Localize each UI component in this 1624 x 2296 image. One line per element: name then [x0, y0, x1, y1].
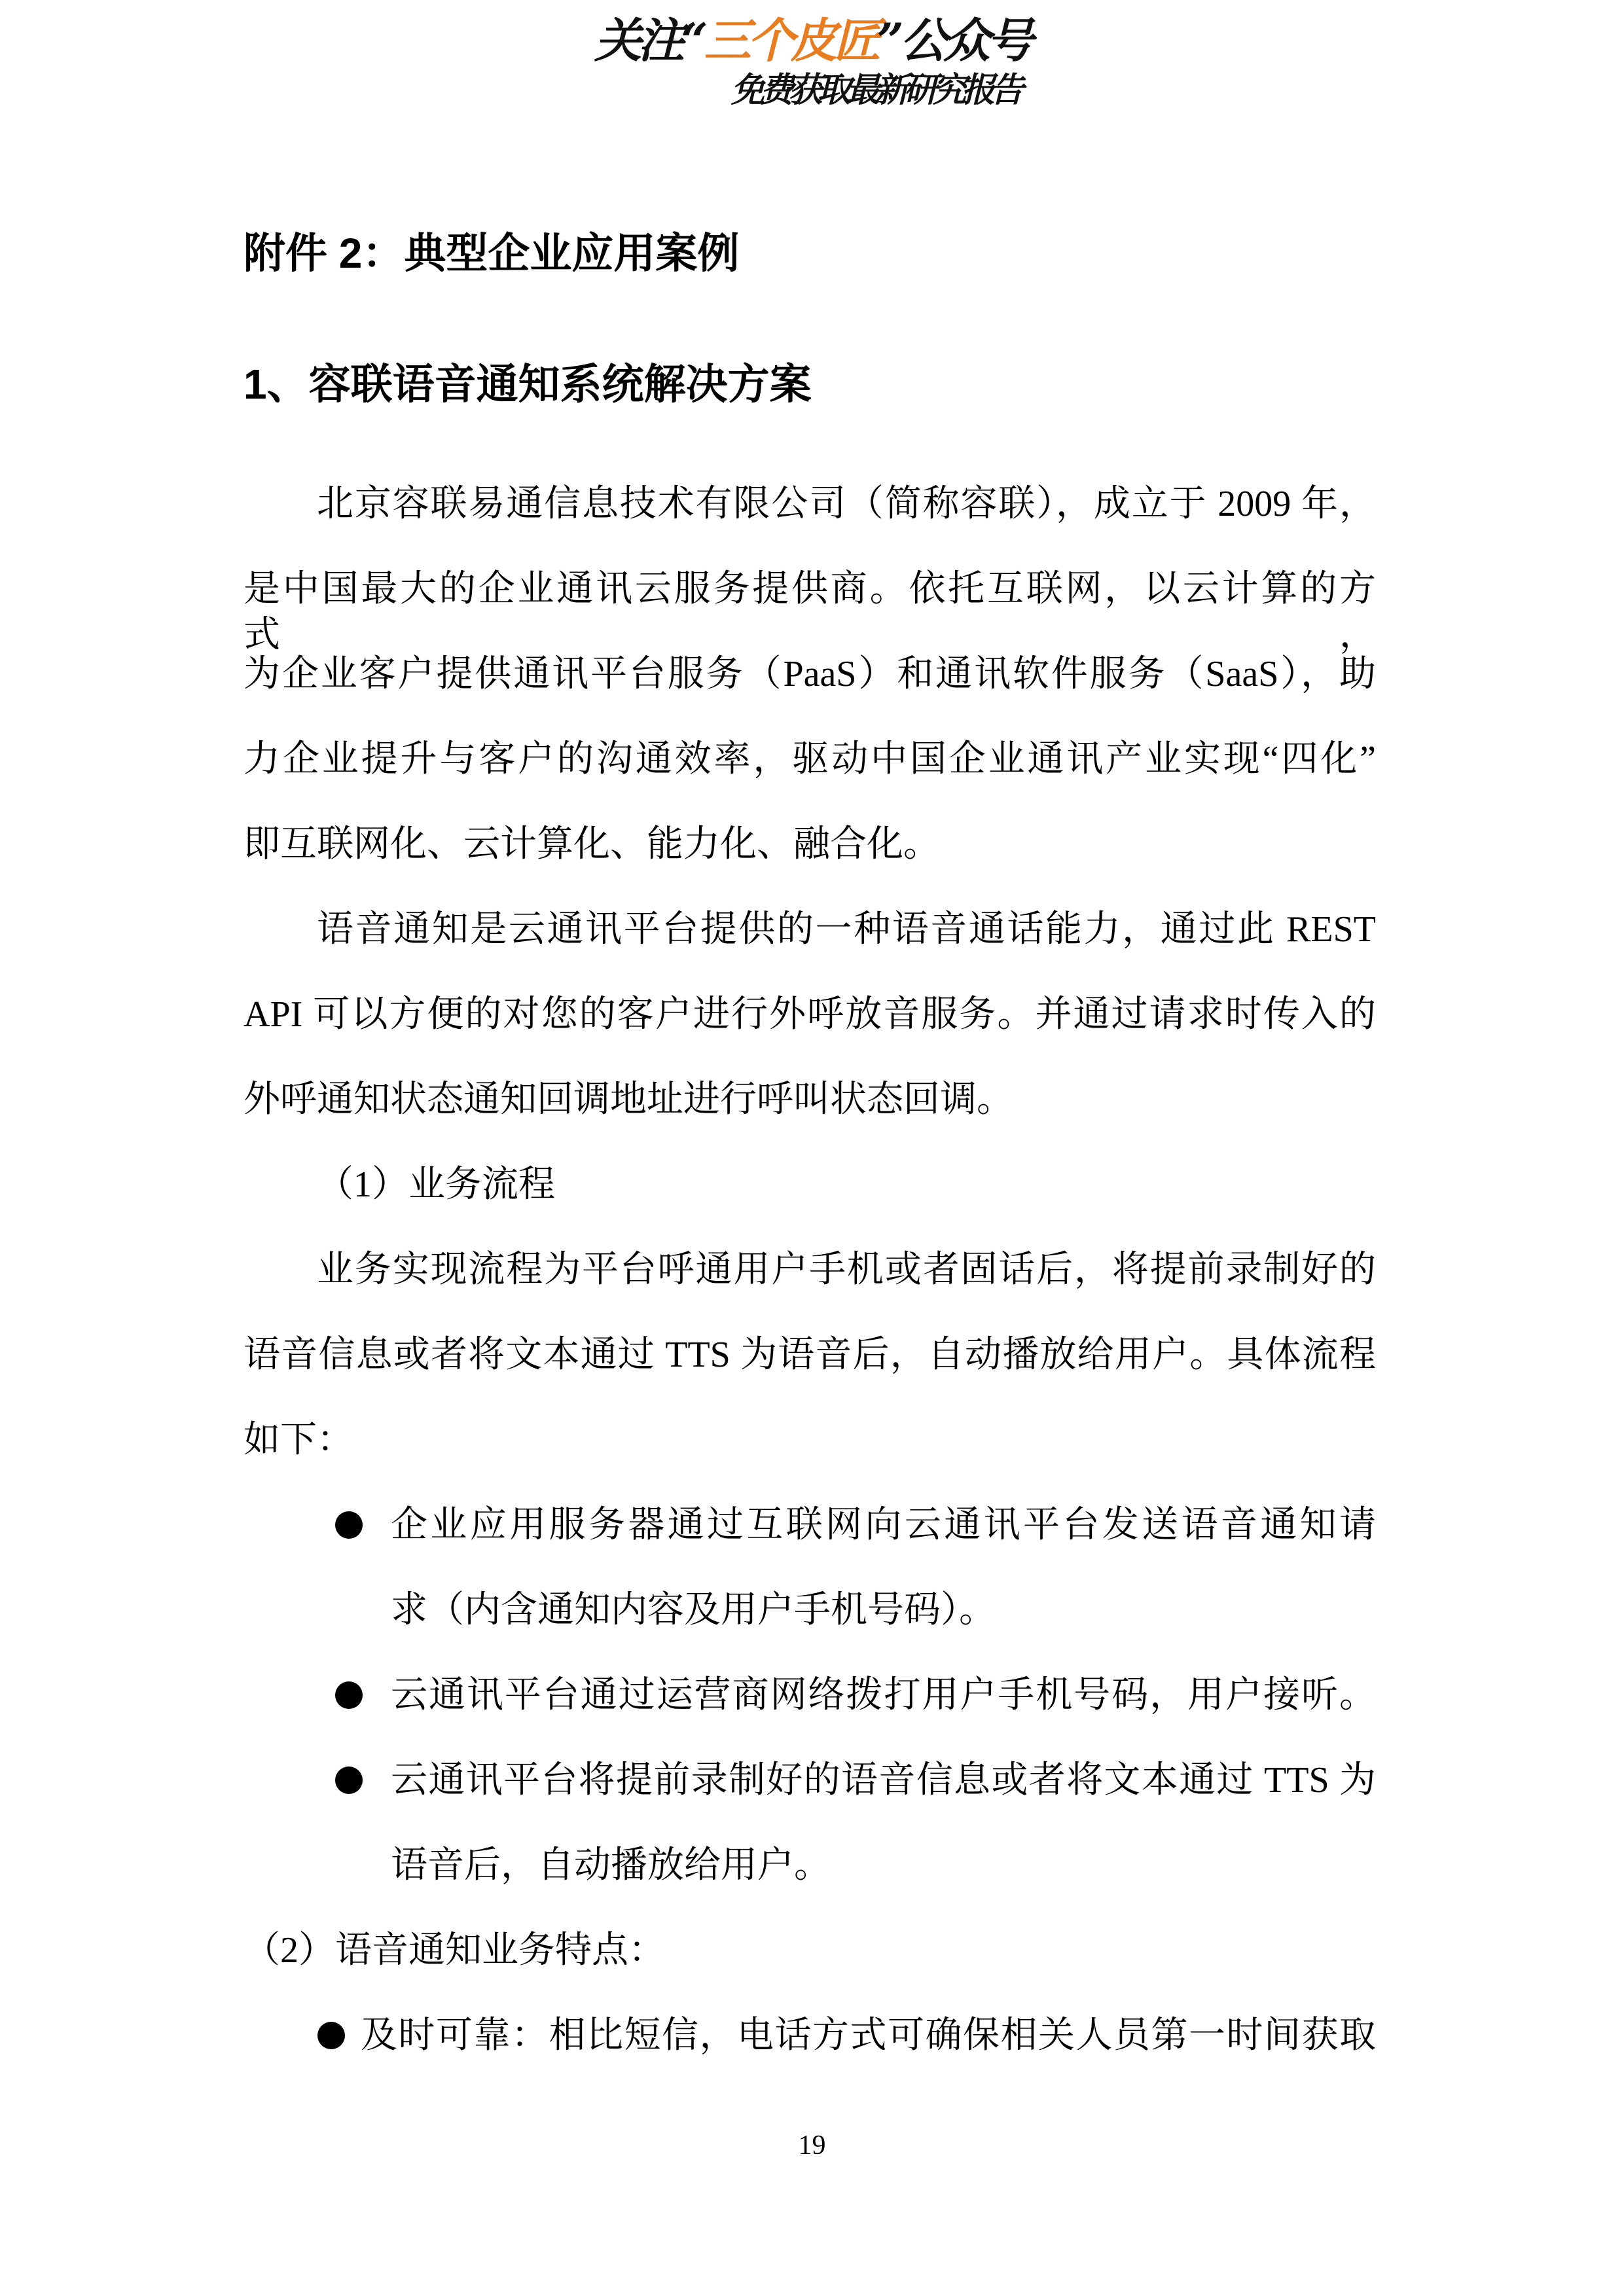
text-line: 北京容联易通信息技术有限公司（简称容联），成立于 2009 年， [317, 484, 1376, 524]
bullet-icon [317, 2022, 345, 2049]
text-line: 业务实现流程为平台呼通用户手机或者固话后，将提前录制好的 [317, 1249, 1376, 1290]
watermark-line1 [0, 10, 1624, 71]
watermark-line1-prefix: 关注“ [594, 12, 704, 68]
text-line: 如下： [244, 1420, 353, 1460]
bullet-icon [335, 1767, 363, 1794]
text-line: 企业应用服务器通过互联网向云通讯平台发送语音通知请 [391, 1505, 1376, 1545]
text-line: 语音后，自动播放给用户。 [391, 1845, 831, 1886]
bullet-icon [335, 1681, 363, 1709]
text-line: 语音通知是云通讯平台提供的一种语音通话能力，通过此 REST [317, 909, 1376, 950]
text-line: 云通讯平台将提前录制好的语音信息或者将文本通过 TTS 为 [391, 1760, 1376, 1801]
text-line: 即互联网化、云计算化、能力化、融合化。 [244, 824, 940, 865]
text-line: 云通讯平台通过运营商网络拨打用户手机号码，用户接听。 [391, 1675, 1376, 1715]
text-line: 力企业提升与客户的沟通效率，驱动中国企业通讯产业实现“四化” [244, 739, 1376, 780]
attachment-heading: 附件 2：典型企业应用案例 [244, 230, 740, 277]
watermark-brand-text: 三个皮匠 [704, 12, 877, 68]
section-heading: 1、容联语音通知系统解决方案 [244, 361, 812, 408]
text-line: 及时可靠：相比短信，电话方式可确保相关人员第一时间获取 [361, 2015, 1376, 2056]
watermark-line2: 免费获取最新研究报告 [731, 70, 1019, 110]
text-line: 外呼通知状态通知回调地址进行呼叫状态回调。 [244, 1079, 1013, 1120]
text-line: （2）语音通知业务特点： [244, 1930, 665, 1971]
page-number: 19 [798, 2130, 826, 2161]
text-line: 为企业客户提供通讯平台服务（PaaS）和通讯软件服务（SaaS），助 [244, 654, 1376, 694]
watermark-line1-suffix: ”公众号 [876, 12, 1030, 68]
text-line: API 可以方便的对您的客户进行外呼放音服务。并通过请求时传入的 [244, 994, 1376, 1035]
text-line: 求（内含通知内容及用户手机号码）。 [391, 1590, 996, 1630]
text-line: 是中国最大的企业通讯云服务提供商。依托互联网，以云计算的方式， [244, 569, 1376, 655]
text-line: （1）业务流程 [317, 1164, 555, 1205]
bullet-icon [335, 1511, 363, 1539]
text-line: 语音信息或者将文本通过 TTS 为语音后，自动播放给用户。具体流程 [244, 1335, 1376, 1375]
